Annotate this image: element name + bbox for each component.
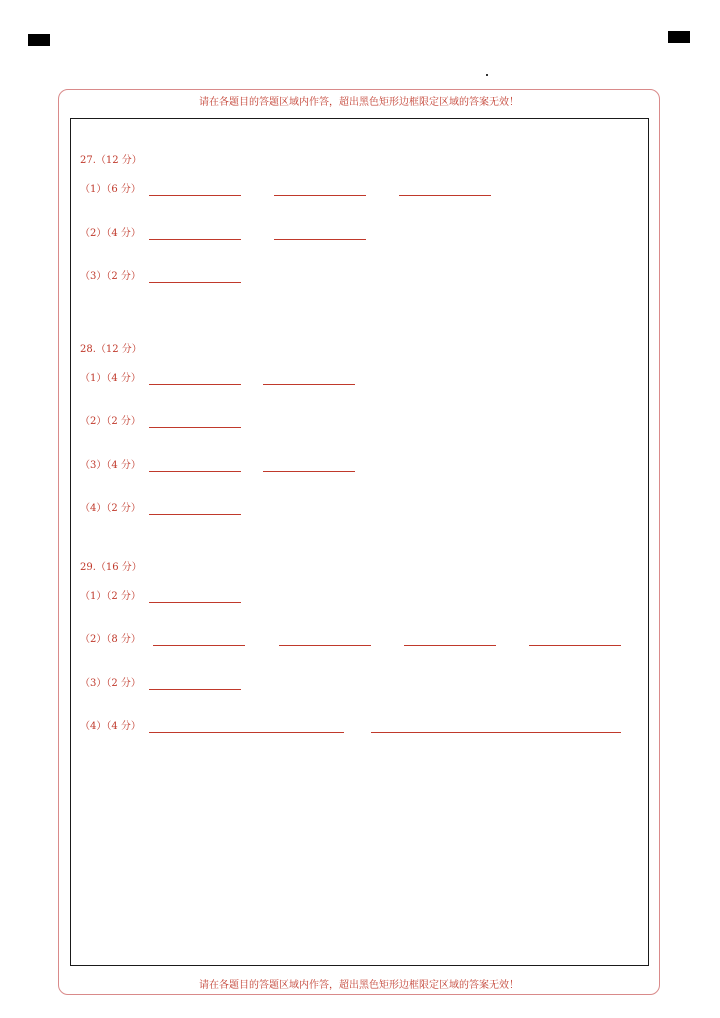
q29-part2-blank-4[interactable]: [529, 645, 621, 646]
q29-part4-blank-1[interactable]: [149, 732, 344, 733]
q28-part2-blank-1[interactable]: [149, 427, 241, 428]
q28-part3-blank-2[interactable]: [263, 471, 355, 472]
q29-part4-blank-2[interactable]: [371, 732, 621, 733]
q29-part2-label: （2）（8 分）: [80, 634, 141, 645]
q27-part3-blank-1[interactable]: [149, 282, 241, 283]
q27-part2-blank-2[interactable]: [274, 239, 366, 240]
q28-part3-label: （3）（4 分）: [80, 460, 141, 471]
q27-part1-blank-1[interactable]: [149, 195, 241, 196]
notice-bottom: 请在各题目的答题区域内作答，超出黑色矩形边框限定区域的答案无效！: [199, 980, 519, 991]
q27-part1-blank-2[interactable]: [274, 195, 366, 196]
question-27-title: 27.（12 分）: [80, 155, 142, 166]
q28-part4-label: （4）（2 分）: [80, 503, 141, 514]
answer-area: [70, 118, 649, 966]
q29-part2-blank-3[interactable]: [404, 645, 496, 646]
scan-marker-top-right: [668, 31, 690, 43]
question-28-title: 28.（12 分）: [80, 344, 142, 355]
q28-part3-blank-1[interactable]: [149, 471, 241, 472]
scan-marker-top-left: [28, 34, 50, 46]
q27-part2-label: （2）（4 分）: [80, 228, 141, 239]
q28-part1-blank-2[interactable]: [263, 384, 355, 385]
q29-part1-blank-1[interactable]: [149, 602, 241, 603]
q29-part3-label: （3）（2 分）: [80, 678, 141, 689]
question-29-title: 29.（16 分）: [80, 562, 142, 573]
q27-part1-label: （1）（6 分）: [80, 184, 141, 195]
q29-part4-label: （4）（4 分）: [80, 721, 141, 732]
q29-part3-blank-1[interactable]: [149, 689, 241, 690]
speck-dot: [486, 74, 488, 76]
q28-part4-blank-1[interactable]: [149, 514, 241, 515]
q27-part2-blank-1[interactable]: [149, 239, 241, 240]
q27-part1-blank-3[interactable]: [399, 195, 491, 196]
q28-part1-blank-1[interactable]: [149, 384, 241, 385]
q28-part1-label: （1）（4 分）: [80, 373, 141, 384]
q29-part1-label: （1）（2 分）: [80, 591, 141, 602]
q27-part3-label: （3）（2 分）: [80, 271, 141, 282]
q29-part2-blank-2[interactable]: [279, 645, 371, 646]
q28-part2-label: （2）（2 分）: [80, 416, 141, 427]
notice-top: 请在各题目的答题区域内作答，超出黑色矩形边框限定区域的答案无效！: [199, 97, 519, 108]
q29-part2-blank-1[interactable]: [153, 645, 245, 646]
